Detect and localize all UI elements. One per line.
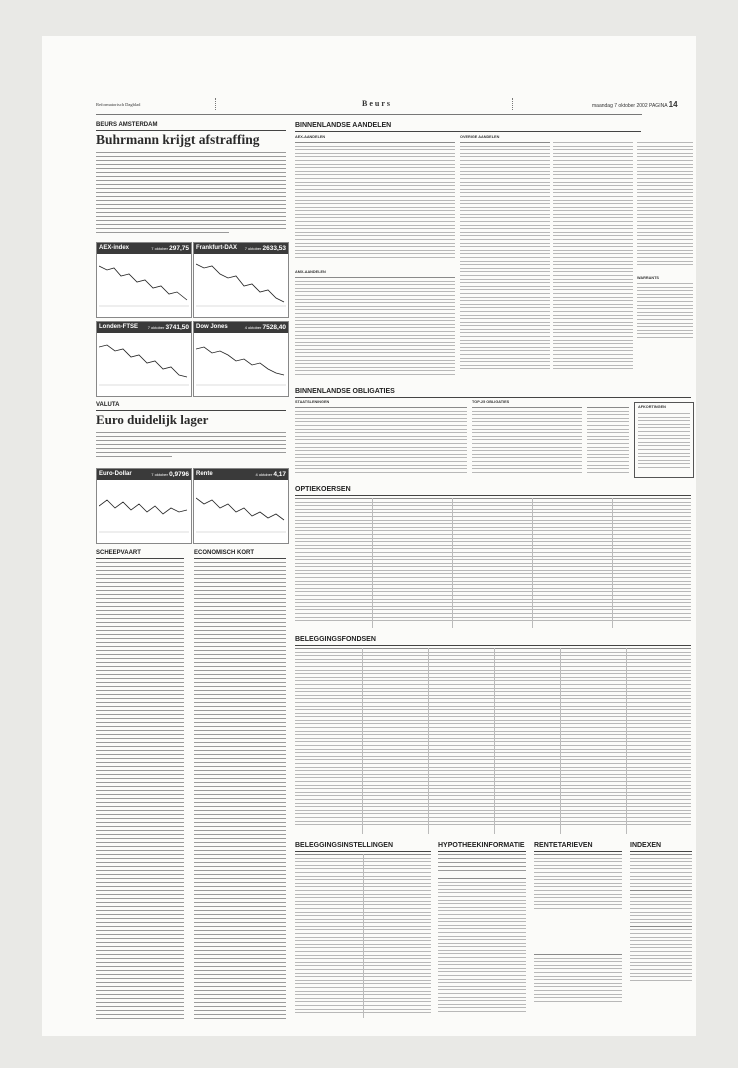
beleggingsinstellingen-label: BELEGGINGSINSTELLINGEN — [295, 842, 394, 849]
amx-aandelen-table — [295, 277, 455, 381]
rentetarieven-table-1 — [534, 854, 622, 920]
masthead — [42, 36, 696, 118]
column-divider — [560, 648, 561, 834]
page-number: 14 — [668, 100, 678, 109]
column-divider — [494, 648, 495, 834]
section-rule — [96, 130, 286, 131]
section-rule — [295, 851, 431, 852]
masthead-divider — [215, 98, 218, 110]
indexen-label: INDEXEN — [630, 842, 662, 849]
aex-index-chart — [96, 242, 192, 318]
column-divider — [372, 498, 373, 628]
scheepvaart-text — [96, 562, 184, 1022]
hypotheek-table — [438, 878, 526, 1020]
chart-title: AEX-index — [99, 245, 130, 251]
staatsleningen-table — [295, 407, 467, 479]
section-rule — [295, 645, 691, 646]
chart-value: 0,9796 — [169, 471, 189, 478]
paper-name: Reformatorisch Dagblad — [96, 102, 141, 107]
euro-dollar-line — [99, 482, 189, 538]
chart-date: 4 oktober — [255, 472, 273, 477]
chart-title: Euro-Dollar — [99, 471, 132, 477]
top25-obligaties-table — [472, 407, 582, 479]
hypotheek-text — [438, 854, 526, 876]
beleggingsfondsen-table — [295, 648, 691, 834]
valuta-text — [96, 432, 286, 460]
issue-date: maandag 7 oktober 2002 — [592, 103, 648, 109]
aex-aandelen-table — [295, 142, 455, 266]
chart-date: 7 oktober — [151, 246, 168, 251]
afkortingen-box — [634, 402, 694, 478]
article-text — [96, 152, 286, 238]
date-page — [592, 100, 678, 109]
rente-line — [196, 482, 286, 538]
ftse-chart — [96, 321, 192, 397]
grootste-stijgers-table — [587, 407, 629, 479]
column-divider — [612, 498, 613, 628]
page-label: PAGINA — [649, 103, 668, 109]
section-rule — [96, 558, 184, 559]
dow-jones-chart — [193, 321, 289, 397]
masthead-divider — [512, 98, 515, 110]
main-headline: Buhrmann krijgt afstraffing — [96, 132, 260, 147]
aex-aandelen-label: AEX-AANDELEN — [295, 135, 326, 139]
economisch-kort-text — [194, 562, 286, 1022]
dax-chart — [193, 242, 289, 318]
column-divider — [428, 648, 429, 834]
section-rule — [295, 397, 691, 398]
optiekoersen-table — [295, 498, 691, 630]
column-divider — [626, 648, 627, 834]
aex-line — [99, 256, 189, 312]
newspaper-page — [42, 36, 696, 1036]
beurs-amsterdam-label: BEURS AMSTERDAM — [96, 122, 158, 128]
rente-chart — [193, 468, 289, 544]
afkortingen-label: AFKORTINGEN — [638, 405, 666, 409]
valuta-headline: Euro duidelijk lager — [96, 412, 209, 427]
chart-date: 7 oktober — [147, 325, 165, 330]
rentetarieven-label: RENTETARIEVEN — [534, 842, 593, 849]
column-divider — [362, 648, 363, 834]
chart-value: 297,75 — [169, 245, 189, 252]
misc-aandelen-table — [637, 142, 693, 272]
masthead-rule — [96, 114, 642, 115]
section-rule — [630, 851, 692, 852]
rentetarieven-table-2 — [534, 954, 622, 1020]
chart-title: Londen-FTSE — [99, 324, 138, 330]
warrants-label: WARRANTS — [637, 276, 659, 280]
chart-value: 7528,40 — [262, 324, 286, 331]
economisch-kort-label: ECONOMISCH KORT — [194, 550, 254, 556]
chart-title: Frankfurt-DAX — [196, 245, 238, 251]
chart-date: 7 oktober — [244, 246, 262, 251]
column-divider — [452, 498, 453, 628]
column-divider — [363, 854, 364, 1018]
euro-dollar-chart — [96, 468, 192, 544]
indexen-table — [630, 854, 692, 1020]
staatsleningen-label: STAATSLENINGEN — [295, 400, 330, 404]
ftse-line — [99, 335, 189, 391]
chart-value: 3741,50 — [165, 324, 189, 331]
chart-title: Rente — [196, 471, 213, 477]
chart-value: 4,17 — [273, 471, 286, 478]
binnenlandse-obligaties-label: BINNENLANDSE OBLIGATIES — [295, 388, 395, 395]
section-rule — [295, 495, 691, 496]
scheepvaart-label: SCHEEPVAART — [96, 550, 141, 556]
chart-date: 7 oktober — [151, 472, 168, 477]
section-rule — [534, 851, 622, 852]
section-rule — [96, 410, 286, 411]
optiekoersen-label: OPTIEKOERSEN — [295, 486, 351, 493]
section-title: Beurs — [362, 99, 392, 108]
binnenlandse-aandelen-label: BINNENLANDSE AANDELEN — [295, 122, 392, 129]
hypotheekinformatie-label: HYPOTHEEKINFORMATIE — [438, 842, 525, 849]
chart-value: 2633,53 — [262, 245, 286, 252]
overige-aandelen-table-1 — [460, 142, 550, 382]
top25-obligaties-label: TOP-25 OBLIGATIES — [472, 400, 510, 404]
overige-aandelen-table-2 — [553, 142, 633, 382]
chart-date: 4 oktober — [244, 325, 262, 330]
dax-line — [196, 256, 286, 312]
overige-aandelen-label: OVERIGE AANDELEN — [460, 135, 500, 139]
section-rule — [295, 131, 641, 132]
section-rule — [194, 558, 286, 559]
afkortingen-text — [638, 413, 690, 473]
chart-title: Dow Jones — [196, 324, 228, 330]
beleggingsfondsen-label: BELEGGINGSFONDSEN — [295, 636, 376, 643]
column-divider — [532, 498, 533, 628]
warrants-table — [637, 283, 693, 343]
amx-aandelen-label: AMX-AANDELEN — [295, 270, 326, 274]
dow-line — [196, 335, 286, 391]
section-rule — [438, 851, 526, 852]
valuta-label: VALUTA — [96, 402, 120, 408]
